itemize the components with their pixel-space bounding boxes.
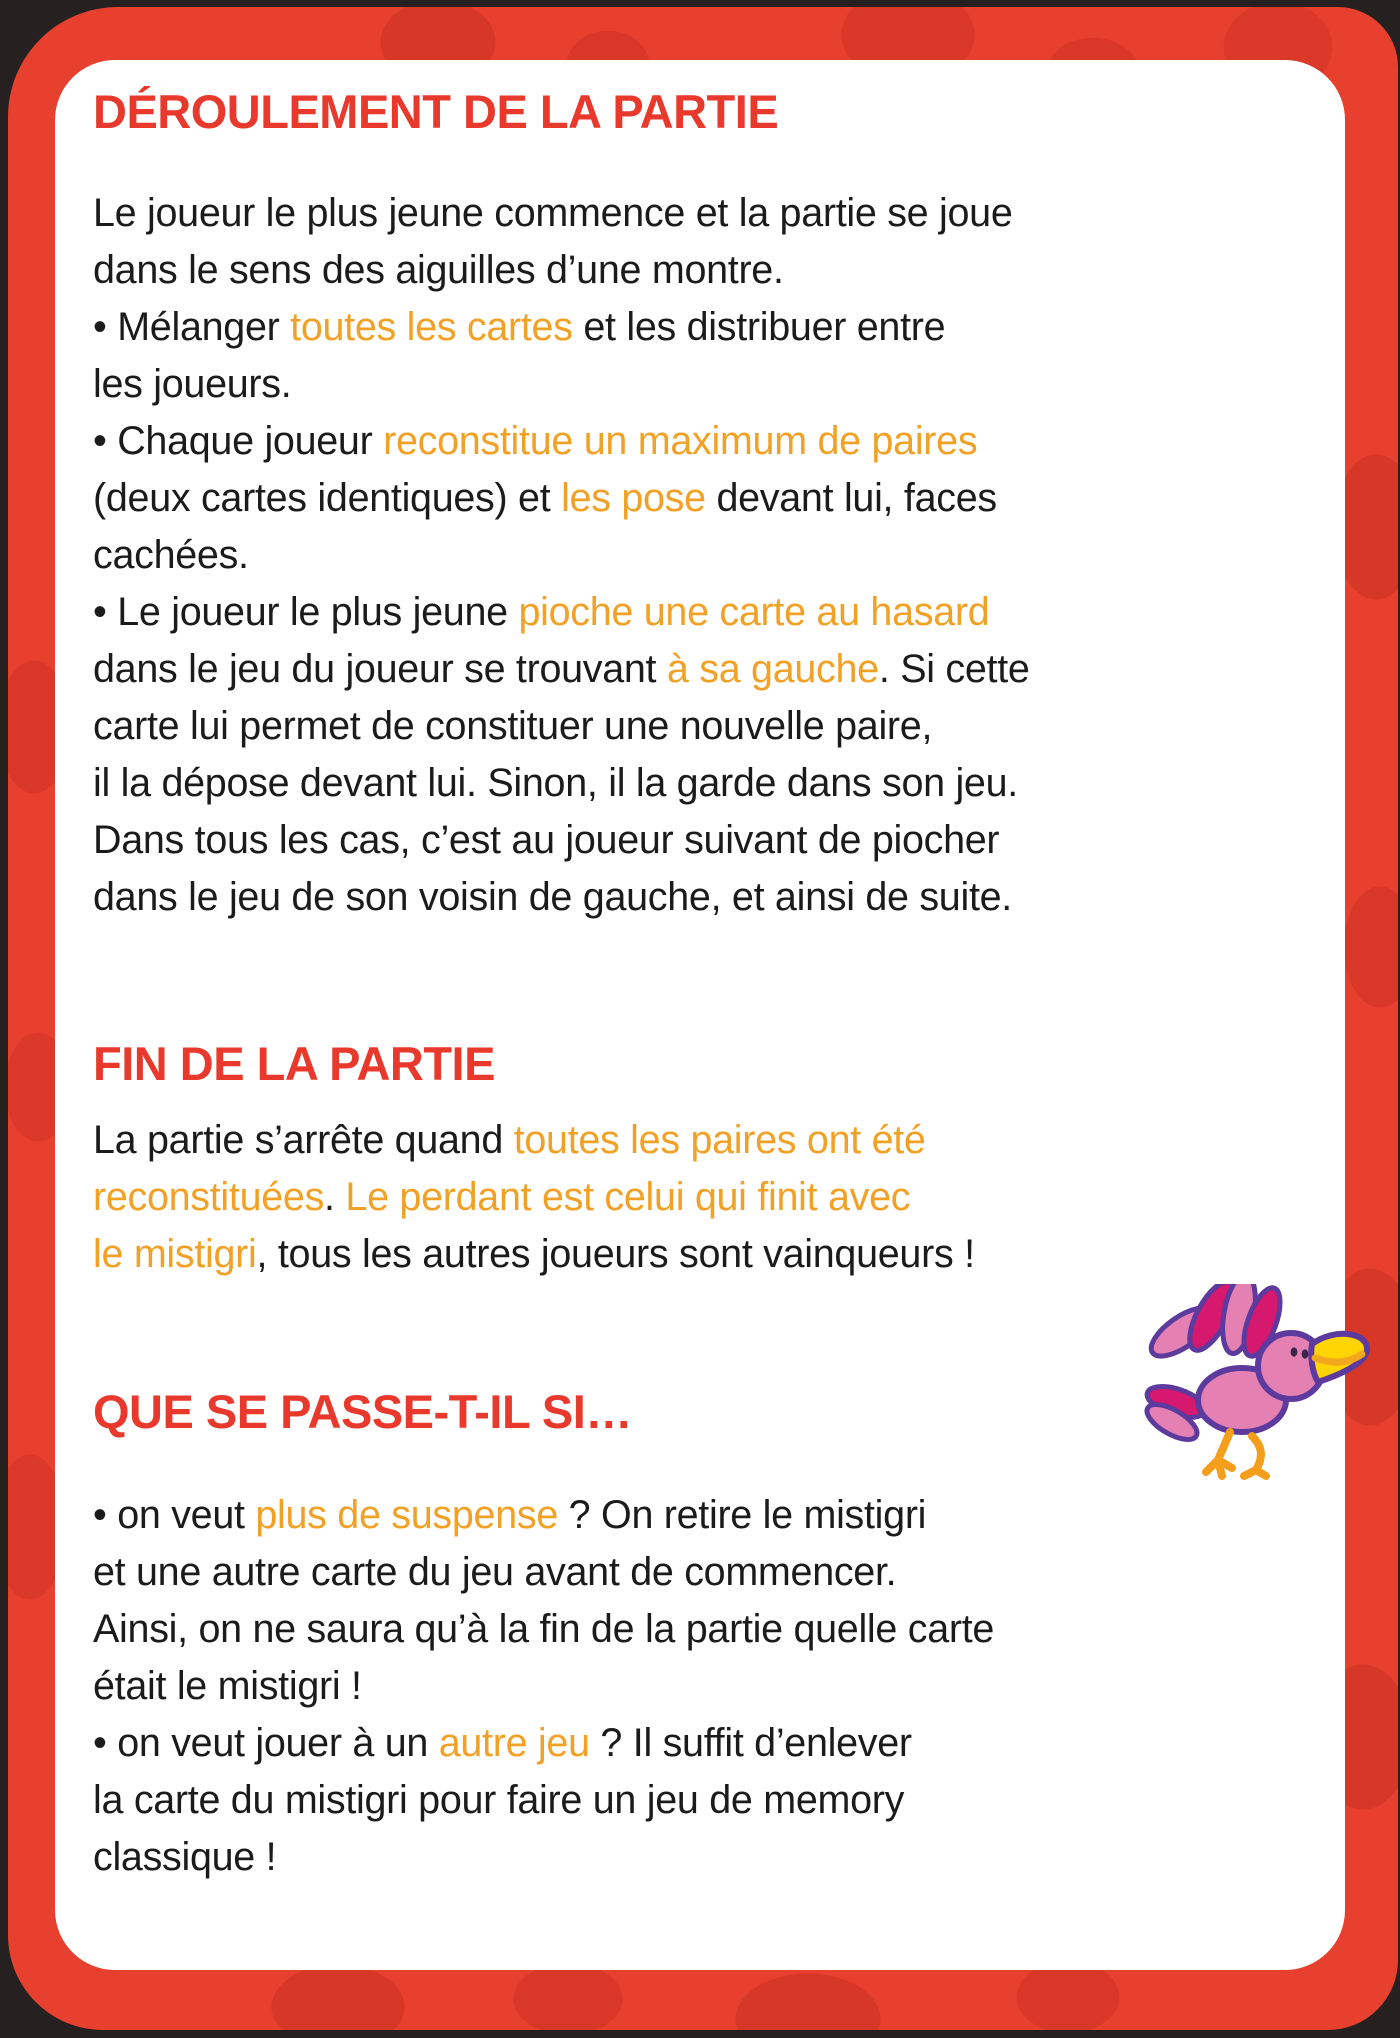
text-line: le mistigri, tous les autres joueurs sont vainqueurs ! (93, 1232, 975, 1276)
text-line: (deux cartes identiques) et les pose devant lui, faces (93, 476, 997, 520)
text-line: il la dépose devant lui. Sinon, il la garde dans son jeu. (93, 761, 1018, 805)
section-que-se-passe-t-il (93, 1385, 1345, 1886)
text-line: les joueurs. (93, 362, 292, 406)
section-heading: DÉROULEMENT DE LA PARTIE (93, 85, 779, 138)
text-line: classique ! (93, 1835, 277, 1879)
text-line: la carte du mistigri pour faire un jeu de memory (93, 1778, 905, 1822)
text-line: et une autre carte du jeu avant de commencer. (93, 1550, 897, 1594)
section-body (93, 1487, 1345, 1886)
text-line: • Le joueur le plus jeune pioche une carte au hasard (93, 590, 990, 634)
bird-beak (1311, 1334, 1367, 1382)
text-line: • Chaque joueur reconstitue un maximum de paires (93, 419, 978, 463)
text-line: • Mélanger toutes les cartes et les distribuer entre (93, 305, 946, 349)
text-line: cachées. (93, 533, 249, 577)
text-line: carte lui permet de constituer une nouvelle paire, (93, 704, 933, 748)
text-line: dans le jeu du joueur se trouvant à sa gauche. Si cette (93, 647, 1030, 691)
text-line: Dans tous les cas, c’est au joueur suivant de piocher (93, 818, 1000, 862)
section-heading: FIN DE LA PARTIE (93, 1037, 495, 1090)
text-line: La partie s’arrête quand toutes les paires ont été (93, 1118, 926, 1162)
text-line: Le joueur le plus jeune commence et la partie se joue (93, 191, 1013, 235)
section-deroulement (93, 85, 1345, 926)
text-line: reconstituées. Le perdant est celui qui finit avec (93, 1175, 911, 1219)
text-line: était le mistigri ! (93, 1664, 362, 1708)
text-line: Ainsi, on ne saura qu’à la fin de la partie quelle carte (93, 1607, 995, 1651)
section-body (93, 1112, 1345, 1283)
section-heading: QUE SE PASSE-T-IL SI… (93, 1385, 632, 1438)
section-body (93, 185, 1345, 926)
section-fin-de-la-partie (93, 1037, 1345, 1283)
text-line: • on veut plus de suspense ? On retire le mistigri (93, 1493, 927, 1537)
text-line: • on veut jouer à un autre jeu ? Il suffit d’enlever (93, 1721, 912, 1765)
text-line: dans le jeu de son voisin de gauche, et ainsi de suite. (93, 875, 1012, 919)
text-line: dans le sens des aiguilles d’une montre. (93, 248, 784, 292)
